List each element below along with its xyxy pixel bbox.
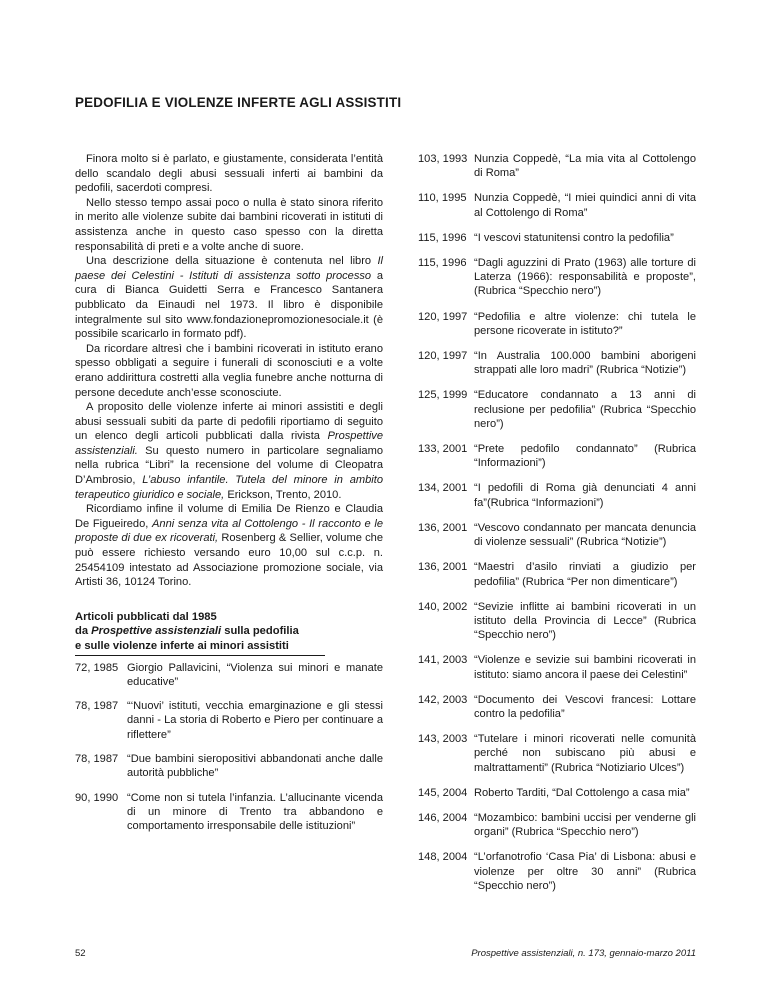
list-item [418, 349, 696, 378]
article-text: Nunzia Coppedè, “I miei quindici anni di vita al Cottolengo di Roma” [474, 192, 696, 219]
paragraph [75, 502, 383, 590]
section-divider [75, 655, 325, 656]
section-heading-text: da [75, 625, 92, 638]
list-item [418, 600, 696, 643]
issue-ref: 142, 2003 [418, 693, 468, 706]
article-text: “I pedofili di Roma già denunciati 4 anni fa”(Rubrica “Informazioni”) [474, 482, 696, 509]
article-title: PEDOFILIA E VIOLENZE INFERTE AGLI ASSISTITI [75, 95, 402, 110]
section-heading [75, 610, 383, 654]
issue-ref: 78, 1987 [75, 753, 119, 766]
list-item [418, 442, 696, 471]
article-text: Roberto Tarditi, “Dal Cottolengo a casa mia” [474, 786, 690, 799]
list-item [418, 786, 696, 800]
issue-ref: 115, 1996 [418, 231, 467, 244]
issue-ref: 143, 2003 [418, 733, 468, 746]
magazine-title: Prospettive assistenziali. [75, 430, 383, 457]
list-item [418, 191, 696, 220]
list-item [418, 811, 696, 840]
list-item [418, 653, 696, 682]
magazine-title: Prospettive assistenziali [91, 625, 222, 638]
section-heading-line [75, 624, 383, 639]
list-item [418, 310, 696, 339]
issue-ref: 146, 2004 [418, 811, 468, 824]
article-text: Giorgio Pallavicini, “Violenza sui minori e manate educative” [127, 661, 383, 688]
issue-ref: 72, 1985 [75, 661, 119, 674]
article-text: “Maestri d’asilo rinviati a giudizio per pedofilia” (Rubrica “Per non dimenticare”) [474, 561, 696, 588]
paragraph-text: Erickson, Trento, 2010. [224, 488, 342, 501]
list-item [418, 560, 696, 589]
issue-ref: 136, 2001 [418, 561, 468, 574]
book-title: Il paese dei Celestini - Istituti di assistenza sotto processo [75, 255, 383, 282]
issue-ref: 120, 1997 [418, 349, 468, 362]
article-text: “Pedofilia e altre violenze: chi tutela le persone ricoverate in istituto?” [474, 310, 696, 337]
article-text: “L’orfanotrofio ‘Casa Pia’ di Lisbona: abusi e violenze per oltre 30 anni” (Rubrica “Specchio nero”) [474, 851, 696, 892]
article-text: “I vescovi statunitensi contro la pedofilia” [474, 231, 674, 244]
article-text: “Violenze e sevizie sui bambini ricoverati in istituto: siamo ancora il paese dei Celestini” [474, 654, 696, 681]
article-text: Nunzia Coppedè, “La mia vita al Cottolengo di Roma” [474, 153, 696, 180]
paragraph-text: Rosenberg & Sellier, volume che può essere richiesto versando euro 10,00 sul c.c.p. n. 25454109 intestato ad Associazione promozione sociale, via Artisti 36, 10124 Torino. [75, 532, 383, 589]
issue-ref: 134, 2001 [418, 482, 468, 495]
list-item [418, 732, 696, 775]
issue-ref: 125, 1999 [418, 389, 468, 402]
issue-ref: 103, 1993 [418, 153, 468, 165]
issue-ref: 133, 2001 [418, 443, 468, 456]
paragraph-text: Una descrizione della situazione è contenuta nel libro [86, 255, 378, 268]
running-footer: Prospettive assistenziali, n. 173, gennaio-marzo 2011 [471, 948, 696, 959]
paragraph [75, 400, 383, 502]
list-item [418, 256, 696, 299]
article-text: “Prete pedofilo condannato” (Rubrica “Informazioni”) [474, 443, 696, 470]
paragraph-text: Finora molto si è parlato, e giustamente, considerata l’entità dello scandalo degli abusi sessuali inferti ai bambini da pedofili, sacerdoti compresi. [75, 153, 383, 195]
article-text: “Mozambico: bambini uccisi per venderne gli organi” (Rubrica “Specchio nero”) [474, 811, 696, 839]
list-item [418, 850, 696, 893]
issue-ref: 78, 1987 [75, 700, 119, 713]
paragraph [75, 342, 383, 400]
right-column [418, 152, 696, 904]
article-text: “Due bambini sieropositivi abbandonati anche dalle autorità pubbliche” [127, 753, 383, 780]
list-item [75, 661, 383, 690]
paragraph-text: Nello stesso tempo assai poco o nulla è stato sinora riferito in merito alle violenze subite dai bambini ricoverati in istituti di assistenza anche in questo caso spesso con la diretta responsabilità di preti e a volte anche di suore. [75, 196, 383, 253]
book-title: Anni senza vita al Cottolengo - Il racconto e le proposte di due ex ricoverati, [75, 517, 383, 545]
article-text: “In Australia 100.000 bambini aborigeni strappati alle loro madri” (Rubrica “Notizie”) [474, 349, 696, 377]
section-heading-line: Articoli pubblicati dal 1985 [75, 610, 217, 623]
article-text: “Documento dei Vescovi francesi: Lottare contro la pedofilia” [474, 693, 696, 720]
list-item [418, 481, 696, 510]
list-item [418, 152, 696, 181]
paragraph-text: Ricordiamo infine il volume di Emilia De Rienzo e Claudia De Figueiredo, [75, 503, 383, 530]
issue-ref: 115, 1996 [418, 256, 467, 269]
paragraph-text: A proposito delle violenze inferte ai minori assistiti e degli abusi sessuali subiti da parte di pedofili riportiamo di seguito un elenco degli articoli pubblicati dalla rivista [75, 401, 383, 443]
article-text: “Sevizie inflitte ai bambini ricoverati in un istituto della Provincia di Lecce” (Rubrica “Specchio nero”) [474, 600, 696, 642]
list-item [418, 693, 696, 722]
book-title: L’abuso infantile. Tutela del minore in ambito terapeutico giuridico e sociale, [75, 474, 384, 501]
paragraph [75, 254, 383, 342]
list-item [418, 231, 696, 245]
paragraph-text: Su questo numero in particolare segnaliamo nella rubrica “Libri” la recensione del volume di Cleopatra D’Ambrosio, [75, 444, 383, 487]
article-text: “‘Nuovi’ istituti, vecchia emarginazione e gli stessi danni - La storia di Roberto e Piero per continuare a riflettere” [127, 700, 383, 741]
issue-ref: 148, 2004 [418, 851, 468, 864]
paragraph [75, 152, 383, 196]
issue-ref: 110, 1995 [418, 192, 467, 205]
issue-ref: 90, 1990 [75, 791, 119, 804]
issue-ref: 141, 2003 [418, 654, 468, 667]
section-heading-line: e sulle violenze inferte ai minori assistiti [75, 640, 289, 652]
left-column [75, 152, 383, 844]
paragraph-text: a cura di Bianca Guidetti Serra e Francesco Santanera pubblicato da Einaudi nel 1973. Il libro è disponibile integralmente sul sito www.fondazionepromozionesociale.it (è possibile scaricarlo in formato pdf). [75, 269, 383, 341]
list-item [418, 388, 696, 431]
list-item [418, 521, 696, 550]
issue-ref: 145, 2004 [418, 786, 468, 799]
article-text: “Educatore condannato a 13 anni di reclusione per pedofilia” (Rubrica “Specchio nero”) [474, 389, 696, 430]
list-item [75, 791, 383, 834]
issue-ref: 140, 2002 [418, 600, 468, 613]
article-text: “Come non si tutela l’infanzia. L’allucinante vicenda di un minore di Trento tra abbandono e comportamento irresponsabile delle istituzioni” [127, 791, 383, 833]
list-item [75, 699, 383, 742]
article-text: “Dagli aguzzini di Prato (1963) alle torture di Laterza (1966): responsabilità e proposte”, (Rubrica “Specchio nero”) [474, 256, 696, 298]
article-list [75, 661, 383, 834]
issue-ref: 136, 2001 [418, 521, 468, 534]
list-item [75, 752, 383, 781]
article-text: “Tutelare i minori ricoverati nelle comunità perché non subiscano più abusi e maltrattamenti” (Rubrica “Notiziario Ulces”) [474, 733, 696, 774]
page-number: 52 [75, 948, 86, 959]
section-heading-text: sulla pedofilia [221, 625, 299, 638]
paragraph-text: Da ricordare altresì che i bambini ricoverati in istituto erano spesso obbligati a seguire i funerali di sconosciuti e a volte erano addirittura costretti alla veglia funebre anche notturna di persone decedute anch’esse sconosciute. [75, 342, 383, 399]
article-text: “Vescovo condannato per mancata denuncia di violenze sessuali” (Rubrica “Notizie”) [474, 521, 696, 549]
paragraph [75, 196, 383, 254]
issue-ref: 120, 1997 [418, 310, 468, 323]
